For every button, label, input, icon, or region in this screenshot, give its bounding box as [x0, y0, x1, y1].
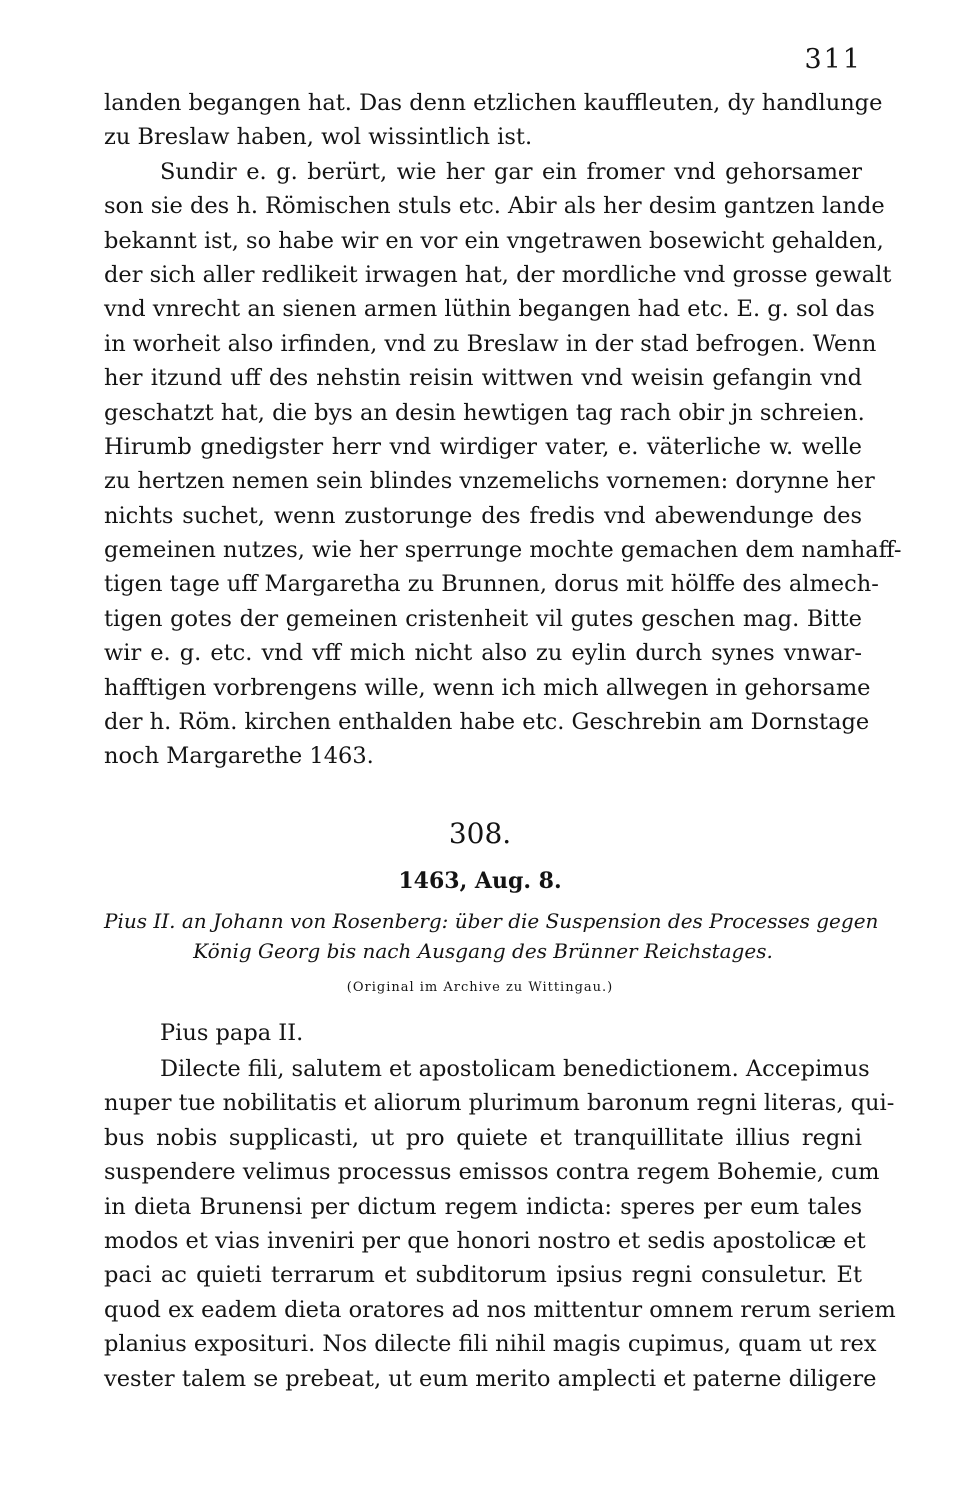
text-line: nuper tue nobilitatis et aliorum plurimum baronum regni literas, qui- — [104, 1090, 895, 1117]
text-line: suspendere velimus processus emissos contra regem Bohemie, cum — [104, 1159, 880, 1186]
text-line: planius exposituri. Nos dilecte fili nihil magis cupimus, quam ut rex — [104, 1331, 877, 1358]
text-line: gemeinen nutzes, wie her sperrunge mochte gemachen dem namhaff- — [104, 537, 902, 564]
text-line: quod ex eadem dieta oratores ad nos mittentur omnem rerum seriem — [104, 1296, 896, 1323]
text-line: paci ac quieti terrarum et subditorum ipsius regni consuletur. Et — [104, 1262, 862, 1289]
text-line: vester talem se prebeat, ut eum merito amplecti et paterne diligere — [104, 1365, 877, 1392]
page-number: 311 — [804, 44, 862, 75]
upper-text-block — [104, 86, 902, 774]
regest-line: König Georg bis nach Ausgang des Brünner Reichstages. — [193, 939, 773, 963]
text-line: her itzund uff des nehstin reisin wittwen vnd weisin gefangin vnd — [104, 365, 862, 392]
document-number: 308. — [448, 817, 512, 850]
text-line: Sundir e. g. berürt, wie her gar ein fromer vnd gehorsamer — [160, 158, 862, 185]
text-line: modos et vias inveniri per que honori nostro et sedis apostolicæ et — [104, 1227, 866, 1254]
document-date: 1463, Aug. 8. — [398, 868, 562, 894]
text-line: zu Breslaw haben, wol wissintlich ist. — [104, 124, 533, 151]
text-line: in dieta Brunensi per dictum regem indicta: speres per eum tales — [104, 1193, 862, 1220]
text-line: in worheit also irfinden, vnd zu Breslaw in der stad befrogen. Wenn — [104, 330, 877, 357]
text-line: vnd vnrecht an sienen armen lüthin begangen had etc. E. g. sol das — [104, 296, 875, 323]
text-line: landen begangen hat. Das denn etzlichen kauffleuten, dy handlunge — [104, 90, 883, 116]
text-line: hafftigen vorbrengens wille, wenn ich mich allwegen in gehorsame — [104, 674, 871, 701]
text-line: Hirumb gnedigster herr vnd wirdiger vater, e. väterliche w. welle — [104, 433, 862, 460]
text-line: Dilecte fili, salutem et apostolicam benedictionem. Accepimus — [160, 1056, 870, 1082]
source-note: (Original im Archive zu Wittingau.) — [346, 980, 614, 995]
text-line: bus nobis supplicasti, ut pro quiete et tranquillitate illius regni — [104, 1124, 862, 1151]
lower-text-block — [104, 1052, 896, 1396]
text-line: tigen gotes der gemeinen cristenheit vil gutes geschen mag. Bitte — [104, 605, 862, 632]
text-line: tigen tage uff Margaretha zu Brunnen, dorus mit hölffe des almech- — [104, 571, 879, 598]
text-line: geschatzt hat, die bys an desin hewtigen tag rach obir jn schreien. — [104, 399, 865, 426]
text-line: der h. Röm. kirchen enthalden habe etc. Geschrebin am Dornstage — [104, 709, 870, 736]
document-salutation: Pius papa II. — [160, 1020, 304, 1046]
text-line: nichts suchet, wenn zustorunge des fredis vnd abewendunge des — [104, 502, 862, 529]
text-line: son sie des h. Römischen stuls etc. Abir als her desim gantzen lande — [104, 193, 885, 220]
text-line: bekannt ist, so habe wir en vor ein vngetrawen bosewicht gehalden, — [104, 227, 884, 254]
text-line: der sich aller redlikeit irwagen hat, der mordliche vnd grosse gewalt — [104, 261, 892, 288]
regest-line: Pius II. an Johann von Rosenberg: über die Suspension des Processes gegen — [104, 909, 879, 933]
text-line: wir e. g. etc. vnd vff mich nicht also zu eylin durch synes vnwar- — [104, 640, 862, 667]
text-line: zu hertzen nemen sein blindes vnzemelichs vornemen: dorynne her — [104, 468, 875, 495]
document-regest — [104, 906, 879, 966]
text-line: noch Margarethe 1463. — [104, 743, 374, 770]
